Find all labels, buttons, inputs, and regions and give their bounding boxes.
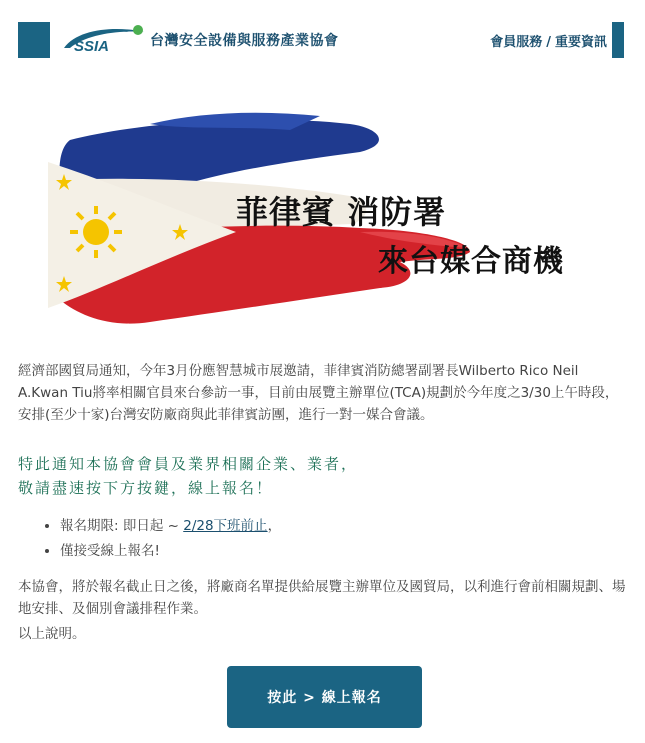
list-item bbox=[60, 514, 281, 539]
banner-title-line1: 菲律賓 消防署 bbox=[236, 193, 447, 231]
organization-name: 台灣安全設備與服務產業協會 bbox=[150, 33, 339, 49]
notice-text bbox=[18, 452, 358, 500]
notice-line1: 特此通知本協會會員及業界相關企業、業者， bbox=[18, 455, 359, 473]
banner-title-line2: 來台媒合商機 bbox=[378, 244, 564, 279]
deadline-label: 報名期限: 即日起 ~ bbox=[60, 518, 184, 534]
header-nav bbox=[490, 31, 607, 50]
member-services-link[interactable]: 會員服務 bbox=[490, 35, 543, 50]
deadline-suffix: ， bbox=[267, 518, 282, 534]
header-accent-right bbox=[612, 22, 624, 58]
closing-text: 以上說明。 bbox=[18, 626, 86, 642]
registration-bullets bbox=[40, 514, 281, 564]
list-item: • 僅接受線上報名! bbox=[60, 539, 281, 564]
svg-text:SSIA: SSIA bbox=[74, 38, 110, 55]
header-accent-left bbox=[18, 22, 50, 58]
email-header bbox=[0, 0, 645, 80]
deadline-link[interactable]: 2/28下班前止 bbox=[183, 518, 268, 534]
online-registration-button[interactable]: 按此 > 線上報名 bbox=[227, 666, 422, 728]
important-info-link[interactable]: 重要資訊 bbox=[554, 35, 607, 50]
followup-paragraph: 本協會，將於報名截止日之後，將廠商名單提供給展覽主辦單位及國貿局，以利進行會前相關規劃、場地安排、及個別會議排程作業。 bbox=[18, 579, 626, 617]
ssia-logo[interactable] bbox=[60, 22, 148, 58]
notice-line2: 敬請盡速按下方按鍵，線上報名！ bbox=[18, 479, 274, 497]
intro-paragraph: 經濟部國貿局通知，今年3月份應智慧城市展邀請，菲律賓消防總署副署長Wilberto Rico Neil A.Kwan Tiu將率相關官員來台參訪一事，目前由展覽主辦單位(TCA)規劃於今年度之3/30上午時段，安排(至少十家)台灣安防廠商與此菲律賓訪團，進行一對一媒合會議。 bbox=[18, 363, 619, 423]
nav-separator: / bbox=[546, 35, 551, 50]
